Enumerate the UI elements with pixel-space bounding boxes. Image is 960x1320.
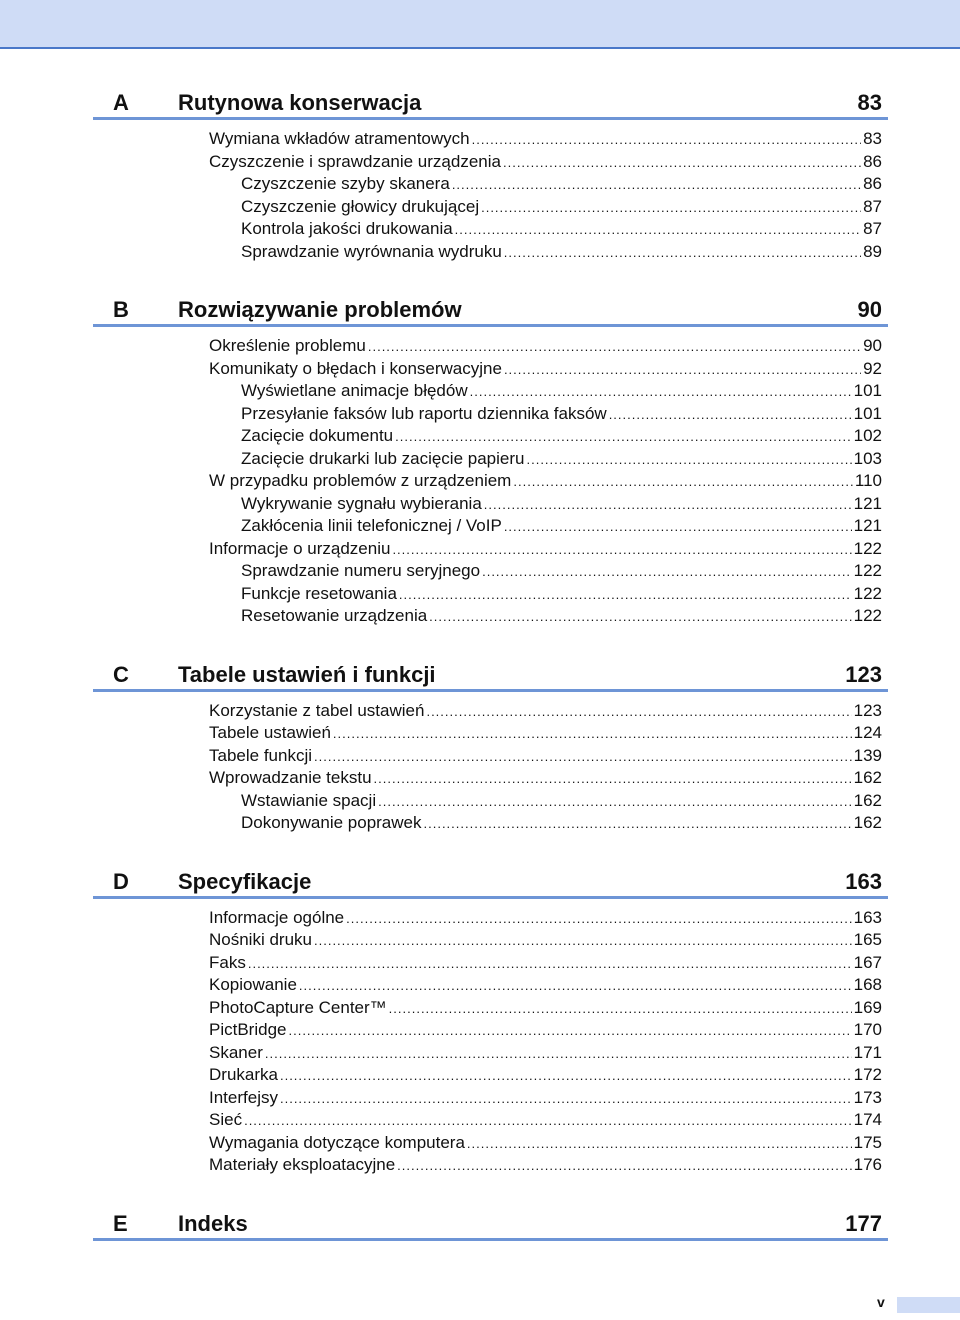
- toc-entry[interactable]: [93, 1087, 888, 1110]
- dot-leader: [280, 1065, 852, 1088]
- toc-entry[interactable]: [93, 907, 888, 930]
- toc-entry[interactable]: [93, 1154, 888, 1177]
- toc-entry[interactable]: [93, 493, 888, 516]
- dot-leader: [503, 152, 861, 175]
- chapter-c: [93, 656, 888, 835]
- entry-title: Wyświetlane animacje błędów: [241, 381, 468, 400]
- entry-title: Kontrola jakości drukowania: [241, 219, 453, 238]
- entry-page-number: 121: [853, 493, 882, 513]
- toc-entry[interactable]: [93, 173, 888, 196]
- entry-title: Tabele funkcji: [209, 745, 313, 765]
- toc-entry[interactable]: [93, 425, 888, 448]
- entry-page-number: 122: [853, 606, 882, 625]
- entry-title: Interfejsy: [209, 1087, 278, 1107]
- entry-page-number: 168: [853, 975, 882, 994]
- entry-list: [93, 120, 888, 263]
- dot-leader: [609, 404, 852, 427]
- entry-title: Faks: [209, 952, 246, 972]
- toc-entry[interactable]: [93, 1109, 888, 1132]
- entry-page-number: 122: [853, 583, 882, 603]
- entry-title: PhotoCapture Center™: [209, 997, 387, 1017]
- toc-entry[interactable]: [93, 1042, 888, 1065]
- entry-title: Skaner: [209, 1042, 263, 1062]
- entry-title: Drukarka: [209, 1065, 278, 1084]
- entry-title: Sprawdzanie numeru seryjnego: [241, 561, 481, 580]
- entry-page-number: 162: [853, 768, 882, 787]
- entry-page-number: 103: [853, 448, 882, 468]
- dot-leader: [482, 561, 852, 584]
- dot-leader: [526, 449, 851, 472]
- chapter-heading[interactable]: [93, 1205, 888, 1241]
- entry-title: W przypadku problemów z urządzeniem: [209, 471, 512, 490]
- dot-leader: [504, 516, 852, 539]
- toc-entry[interactable]: [93, 1019, 888, 1042]
- dot-leader: [452, 174, 861, 197]
- toc-entry[interactable]: [93, 241, 888, 264]
- entry-page-number: 89: [863, 241, 882, 261]
- dot-leader: [504, 359, 861, 382]
- toc-entry[interactable]: [93, 790, 888, 813]
- toc-entry[interactable]: [93, 403, 888, 426]
- dot-leader: [455, 219, 861, 242]
- chapter-page-number: 177: [845, 1210, 882, 1236]
- toc-entry[interactable]: [93, 538, 888, 561]
- toc-entry[interactable]: [93, 151, 888, 174]
- toc-entry[interactable]: [93, 560, 888, 583]
- entry-page-number: 163: [853, 907, 882, 927]
- chapter-title: Rozwiązywanie problemów: [178, 297, 462, 322]
- chapter-letter: D: [113, 868, 129, 894]
- entry-title: Wstawianie spacji: [241, 790, 377, 810]
- chapter-b: [93, 291, 888, 628]
- toc-entry[interactable]: [93, 196, 888, 219]
- chapter-title: Specyfikacje: [178, 868, 312, 894]
- dot-leader: [481, 197, 861, 220]
- toc-entry[interactable]: [93, 583, 888, 606]
- toc-entry[interactable]: [93, 448, 888, 471]
- chapter-page-number: 83: [857, 90, 882, 115]
- dot-leader: [280, 1088, 852, 1111]
- entry-title: Komunikaty o błędach i konserwacyjne: [209, 358, 502, 378]
- entry-page-number: 124: [853, 723, 882, 742]
- entry-title: Wprowadzanie tekstu: [209, 768, 372, 787]
- entry-title: PictBridge: [209, 1020, 287, 1039]
- entry-page-number: 162: [853, 813, 882, 832]
- dot-leader: [395, 426, 851, 449]
- entry-list: [93, 327, 888, 628]
- toc-entry[interactable]: [93, 470, 888, 493]
- toc-entry[interactable]: [93, 128, 888, 151]
- dot-leader: [333, 723, 852, 746]
- chapter-title: Tabele ustawień i funkcji: [178, 661, 436, 687]
- dot-leader: [429, 606, 851, 629]
- dot-leader: [368, 336, 861, 359]
- entry-page-number: 110: [854, 471, 882, 490]
- dot-leader: [467, 1133, 852, 1156]
- entry-page-number: 139: [853, 745, 882, 765]
- chapter-heading[interactable]: [93, 291, 888, 327]
- chapter-heading[interactable]: [93, 863, 888, 899]
- entry-page-number: 169: [853, 997, 882, 1017]
- dot-leader: [424, 813, 852, 836]
- entry-title: Zakłócenia linii telefonicznej / VoIP: [241, 516, 502, 535]
- entry-page-number: 87: [863, 196, 882, 216]
- entry-page-number: 122: [853, 561, 882, 580]
- entry-title: Sieć: [209, 1110, 243, 1129]
- toc-entry[interactable]: [93, 722, 888, 745]
- entry-page-number: 175: [853, 1132, 882, 1152]
- toc-entry[interactable]: [93, 745, 888, 768]
- entry-page-number: 162: [853, 790, 882, 810]
- toc-entry[interactable]: [93, 1132, 888, 1155]
- entry-page-number: 171: [853, 1042, 882, 1062]
- entry-list: [93, 1241, 888, 1249]
- toc-entry[interactable]: [93, 974, 888, 997]
- entry-title: Informacje o urządzeniu: [209, 538, 391, 558]
- entry-page-number: 102: [853, 426, 882, 445]
- toc-entry[interactable]: [93, 515, 888, 538]
- chapter-letter: E: [113, 1210, 128, 1236]
- dot-leader: [265, 1043, 852, 1066]
- chapter-page-number: 90: [857, 297, 882, 322]
- toc-entry[interactable]: [93, 952, 888, 975]
- dot-leader: [392, 539, 851, 562]
- entry-page-number: 122: [853, 538, 882, 558]
- entry-title: Informacje ogólne: [209, 907, 345, 927]
- entry-page-number: 101: [853, 381, 882, 400]
- dot-leader: [244, 1110, 852, 1133]
- toc-entry[interactable]: [93, 700, 888, 723]
- dot-leader: [504, 242, 861, 265]
- chapter-heading[interactable]: [93, 656, 888, 692]
- chapter-title: Indeks: [178, 1210, 248, 1236]
- entry-page-number: 172: [853, 1065, 882, 1084]
- entry-page-number: 173: [853, 1087, 882, 1107]
- toc-entry[interactable]: [93, 605, 888, 628]
- entry-page-number: 123: [853, 700, 882, 720]
- entry-title: Czyszczenie szyby skanera: [241, 174, 450, 193]
- dot-leader: [399, 584, 852, 607]
- entry-title: Wymiana wkładów atramentowych: [209, 129, 470, 148]
- entry-list: [93, 899, 888, 1177]
- toc-entry[interactable]: [93, 335, 888, 358]
- toc-entry[interactable]: [93, 812, 888, 835]
- entry-page-number: 170: [853, 1020, 882, 1039]
- dot-leader: [346, 908, 851, 931]
- entry-page-number: 87: [863, 219, 882, 238]
- dot-leader: [299, 975, 852, 998]
- entry-title: Przesyłanie faksów lub raportu dziennika faksów: [241, 403, 607, 423]
- entry-page-number: 121: [853, 516, 882, 535]
- entry-page-number: 92: [863, 358, 882, 378]
- dot-leader: [426, 701, 851, 724]
- entry-title: Czyszczenie głowicy drukującej: [241, 196, 480, 216]
- dot-leader: [397, 1155, 851, 1178]
- dot-leader: [378, 791, 852, 814]
- dot-leader: [314, 930, 852, 953]
- chapter-d: [93, 863, 888, 1177]
- entry-title: Tabele ustawień: [209, 723, 331, 742]
- dot-leader: [470, 381, 852, 404]
- chapter-letter: B: [113, 297, 129, 322]
- footer-band: [897, 1297, 960, 1313]
- entry-page-number: 86: [863, 151, 882, 171]
- entry-page-number: 167: [853, 952, 882, 972]
- chapter-letter: C: [113, 661, 129, 687]
- entry-title: Kopiowanie: [209, 975, 297, 994]
- toc-entry[interactable]: [93, 380, 888, 403]
- entry-title: Dokonywanie poprawek: [241, 813, 422, 832]
- entry-page-number: 165: [853, 930, 882, 949]
- table-of-contents: [93, 84, 888, 1277]
- page-number: v: [877, 1294, 885, 1310]
- entry-title: Wykrywanie sygnału wybierania: [241, 493, 482, 513]
- entry-title: Czyszczenie i sprawdzanie urządzenia: [209, 151, 501, 171]
- toc-entry[interactable]: [93, 1064, 888, 1087]
- toc-entry[interactable]: [93, 929, 888, 952]
- toc-entry[interactable]: [93, 997, 888, 1020]
- chapter-title: Rutynowa konserwacja: [178, 90, 422, 115]
- entry-list: [93, 692, 888, 835]
- entry-title: Materiały eksploatacyjne: [209, 1155, 396, 1174]
- chapter-a: [93, 84, 888, 263]
- entry-page-number: 90: [863, 336, 882, 355]
- header-band: [0, 0, 960, 49]
- entry-title: Funkcje resetowania: [241, 583, 397, 603]
- dot-leader: [374, 768, 852, 791]
- dot-leader: [288, 1020, 851, 1043]
- entry-page-number: 101: [853, 403, 882, 423]
- chapter-page-number: 163: [845, 868, 882, 894]
- chapter-page-number: 123: [845, 661, 882, 687]
- toc-entry[interactable]: [93, 767, 888, 790]
- dot-leader: [314, 746, 852, 769]
- entry-title: Określenie problemu: [209, 336, 366, 355]
- chapter-heading[interactable]: [93, 84, 888, 120]
- entry-title: Korzystanie z tabel ustawień: [209, 700, 425, 720]
- chapter-letter: A: [113, 90, 129, 115]
- entry-title: Resetowanie urządzenia: [241, 606, 428, 625]
- entry-page-number: 86: [863, 174, 882, 193]
- dot-leader: [513, 471, 853, 494]
- dot-leader: [472, 129, 861, 152]
- chapter-e: [93, 1205, 888, 1249]
- entry-title: Zacięcie dokumentu: [241, 426, 394, 445]
- entry-title: Wymagania dotyczące komputera: [209, 1132, 465, 1152]
- entry-page-number: 176: [853, 1155, 882, 1174]
- entry-page-number: 174: [853, 1110, 882, 1129]
- toc-entry[interactable]: [93, 218, 888, 241]
- entry-title: Sprawdzanie wyrównania wydruku: [241, 241, 502, 261]
- toc-entry[interactable]: [93, 358, 888, 381]
- dot-leader: [389, 998, 852, 1021]
- entry-page-number: 83: [863, 129, 882, 148]
- dot-leader: [248, 953, 852, 976]
- dot-leader: [484, 494, 852, 517]
- entry-title: Nośniki druku: [209, 930, 312, 949]
- entry-title: Zacięcie drukarki lub zacięcie papieru: [241, 448, 525, 468]
